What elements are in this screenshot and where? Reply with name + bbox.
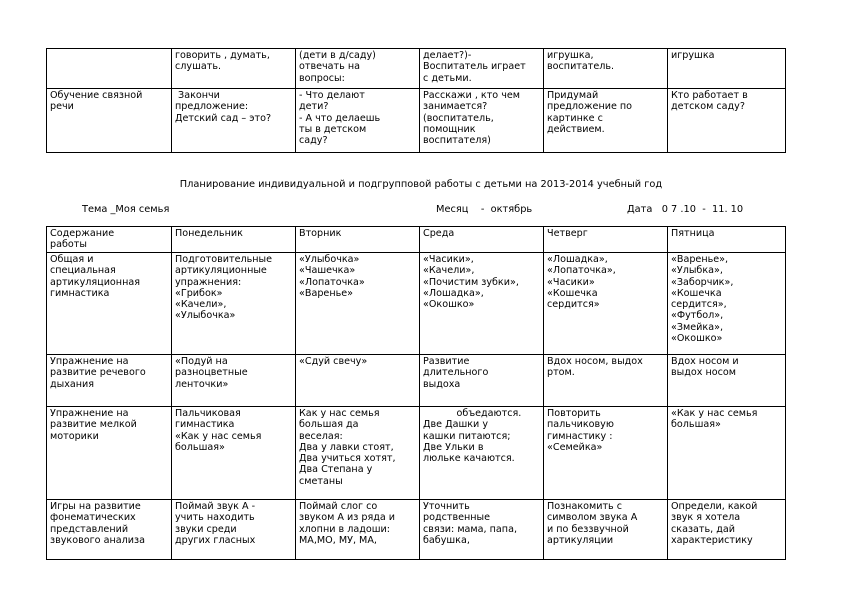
theme-label: Тема _Моя семья <box>82 204 170 215</box>
cell-line: развитие речевого <box>50 367 146 379</box>
cell-line: МА,МО, МУ, МА, <box>299 534 377 546</box>
cell-line: Поймай звук А - <box>175 501 256 512</box>
cell-line: ленточки» <box>175 378 229 390</box>
table-cell <box>544 49 668 89</box>
cell-line: Понедельник <box>175 228 243 239</box>
table-row <box>47 407 786 500</box>
table-cell <box>172 407 296 500</box>
table-cell <box>544 89 668 153</box>
cell-line: «Семейка» <box>547 441 603 453</box>
table-row <box>47 355 786 407</box>
cell-line: «Чашечка» <box>299 265 356 277</box>
plan-title: Планирование индивидуальной и подгрупповой работы с детьми на 2013-2014 учебный год <box>179 179 663 190</box>
cell-line: сердится», <box>671 299 727 311</box>
cell-line: Детский сад – это? <box>175 112 272 124</box>
cell-line: Определи, какой <box>671 501 758 512</box>
table-cell <box>47 253 172 355</box>
cell-line: занимается? <box>423 101 488 113</box>
table-cell <box>296 49 420 89</box>
table-cell <box>668 49 786 89</box>
table-cell <box>668 500 786 560</box>
cell-line: специальная <box>50 265 116 277</box>
cell-line: «Подуй на <box>175 356 228 367</box>
table-cell <box>420 407 544 500</box>
cell-line: люльке качаются. <box>423 453 515 465</box>
table-cell <box>47 355 172 407</box>
table-cell <box>47 407 172 500</box>
cell-line: (воспитатель, <box>423 112 494 124</box>
cell-line: Содержание <box>50 228 115 239</box>
cell-line: объедаются. <box>423 408 522 419</box>
cell-line: игрушка <box>671 50 715 61</box>
cell-line: Вторник <box>299 228 342 239</box>
cell-line: Закончи <box>175 90 220 101</box>
cell-line: выдоха <box>423 378 461 390</box>
cell-line: «Окошко» <box>423 299 475 311</box>
cell-line: «Лопаточка» <box>299 276 365 288</box>
cell-line: «Кошечка <box>671 287 722 299</box>
cell-line: «Улыбка», <box>671 265 723 277</box>
cell-line: Четверг <box>547 228 588 239</box>
cell-line: работы <box>50 239 87 251</box>
continuation-table <box>46 48 786 153</box>
cell-line: «Как у нас семья <box>175 430 262 442</box>
cell-line: Две Ульки в <box>423 441 484 453</box>
cell-line: большая» <box>671 419 721 431</box>
table-cell <box>172 49 296 89</box>
cell-line: «Варенье», <box>671 254 729 265</box>
cell-line: большая» <box>175 441 225 453</box>
cell-line: делает?)- <box>423 50 472 61</box>
cell-line: Кто работает в <box>671 90 748 101</box>
table-cell <box>544 407 668 500</box>
cell-line: упражнения: <box>175 276 242 288</box>
cell-line: «Варенье» <box>299 287 354 299</box>
table-cell <box>544 227 668 253</box>
table-cell <box>47 500 172 560</box>
cell-line: связи: мама, папа, <box>423 523 518 535</box>
table-cell <box>420 355 544 407</box>
cell-line: (дети в д/саду) <box>299 50 376 61</box>
cell-line: Развитие <box>423 356 470 367</box>
cell-line: длительного <box>423 367 489 379</box>
table-cell <box>172 89 296 153</box>
table-cell <box>296 500 420 560</box>
cell-line: - А что делаешь <box>299 112 381 124</box>
cell-line: веселая: <box>299 430 343 442</box>
cell-line: «Грибок» <box>175 287 223 299</box>
cell-line: хлопни в ладоши: <box>299 523 390 535</box>
cell-line: слушать. <box>175 61 222 73</box>
cell-line: Подготовительные <box>175 254 273 265</box>
date-range-label: Дата 0 7 .10 - 11. 10 <box>627 204 744 215</box>
table-cell <box>296 253 420 355</box>
table-cell <box>668 407 786 500</box>
cell-line: разноцветные <box>175 367 248 379</box>
cell-line: предложение: <box>175 101 249 113</box>
cell-line: Среда <box>423 228 455 239</box>
cell-line: воспитатель. <box>547 61 615 73</box>
table-cell <box>420 253 544 355</box>
cell-line: характеристику <box>671 534 753 546</box>
cell-line: Игры на развитие <box>50 501 141 512</box>
cell-line: артикуляционная <box>50 276 140 288</box>
cell-line: других гласных <box>175 534 256 546</box>
cell-line: Два у лавки стоят, <box>299 441 394 453</box>
cell-line: Познакомить с <box>547 501 623 512</box>
cell-line: Упражнение на <box>50 356 129 367</box>
table-cell <box>47 89 172 153</box>
cell-line: Вдох носом, выдох <box>547 356 643 367</box>
table-cell <box>172 500 296 560</box>
table-cell <box>47 49 172 89</box>
table-cell <box>668 253 786 355</box>
cell-line: развитие мелкой <box>50 419 137 431</box>
table-cell <box>296 355 420 407</box>
table-cell <box>172 227 296 253</box>
cell-line: артикуляционные <box>175 265 267 277</box>
table-cell <box>420 500 544 560</box>
cell-line: предложение по <box>547 101 633 113</box>
table-cell <box>420 49 544 89</box>
table-cell <box>420 89 544 153</box>
table-cell <box>544 253 668 355</box>
cell-line: гимнастику : <box>547 430 613 442</box>
cell-line: Пятница <box>671 228 715 239</box>
cell-line: дети? <box>299 101 329 113</box>
table-cell <box>172 253 296 355</box>
cell-line: кашки питаются; <box>423 430 511 442</box>
cell-line: «Как у нас семья <box>671 408 758 419</box>
table-header-row <box>47 227 786 253</box>
cell-line: «Лопаточка», <box>547 265 616 277</box>
cell-line: «Окошко» <box>671 333 723 345</box>
cell-line: отвечать на <box>299 61 361 73</box>
cell-line: символом звука А <box>547 512 638 524</box>
cell-line: - Что делают <box>299 90 365 101</box>
cell-line: ты в детском <box>299 123 367 135</box>
cell-line: звуки среди <box>175 523 237 535</box>
table-row <box>47 500 786 560</box>
cell-line: «Почистим зубки», <box>423 276 519 288</box>
cell-line: воспитателя) <box>423 135 491 147</box>
cell-line: «Сдуй свечу» <box>299 356 368 367</box>
table-cell <box>296 89 420 153</box>
cell-line: «Заборчик», <box>671 276 734 288</box>
cell-line: звуком А из ряда и <box>299 512 396 524</box>
cell-line: «Качели», <box>423 265 475 277</box>
cell-line: бабушка, <box>423 534 470 546</box>
cell-line: «Часики» <box>547 276 595 288</box>
cell-line: «Улыбочка» <box>299 254 360 265</box>
cell-line: говорить , думать, <box>175 50 270 61</box>
table-cell <box>668 89 786 153</box>
cell-line: Воспитатель играет <box>423 61 526 73</box>
weekly-plan-table <box>46 226 786 560</box>
cell-line: Две Дашки у <box>423 419 489 431</box>
table-cell <box>296 407 420 500</box>
cell-line: «Лошадка», <box>423 287 484 299</box>
cell-line: речи <box>50 101 74 113</box>
cell-line: Два Степана у <box>299 464 373 476</box>
cell-line: ртом. <box>547 367 575 379</box>
table-row <box>47 89 786 153</box>
cell-line: звукового анализа <box>50 534 145 546</box>
cell-line: сердится» <box>547 299 600 311</box>
cell-line: Пальчиковая <box>175 408 241 419</box>
cell-line: артикуляции <box>547 534 614 546</box>
cell-line: Два учиться хотят, <box>299 453 396 465</box>
cell-line: саду? <box>299 135 328 147</box>
cell-line: гимнастика <box>50 287 110 299</box>
cell-line: с детьми. <box>423 72 472 84</box>
month-label: Месяц - октябрь <box>436 204 533 215</box>
table-cell <box>420 227 544 253</box>
table-cell <box>172 355 296 407</box>
cell-line: звук я хотела <box>671 512 741 524</box>
cell-line: моторики <box>50 430 99 442</box>
cell-line: пальчиковую <box>547 419 614 431</box>
table-row <box>47 49 786 89</box>
cell-line: родственные <box>423 512 491 524</box>
table-cell <box>544 500 668 560</box>
cell-line: «Змейка», <box>671 321 723 333</box>
cell-line: учить находить <box>175 512 255 524</box>
cell-line: Упражнение на <box>50 408 129 419</box>
cell-line: фонематических <box>50 512 136 524</box>
table-cell <box>668 227 786 253</box>
cell-line: Общая и <box>50 254 94 265</box>
cell-line: вопросы: <box>299 72 345 84</box>
cell-line: дыхания <box>50 378 95 390</box>
cell-line: Поймай слог со <box>299 501 378 512</box>
cell-line: «Кошечка <box>547 287 598 299</box>
cell-line: картинке с <box>547 112 603 124</box>
cell-line: «Качели», <box>175 299 227 311</box>
cell-line: Повторить <box>547 408 601 419</box>
cell-line: «Лошадка», <box>547 254 608 265</box>
table-cell <box>47 227 172 253</box>
cell-line: «Улыбочка» <box>175 310 236 322</box>
cell-line: большая да <box>299 419 359 431</box>
table-cell <box>544 355 668 407</box>
cell-line: выдох носом <box>671 367 736 379</box>
cell-line: детском саду? <box>671 101 745 113</box>
table-row <box>47 253 786 355</box>
cell-line: Обучение связной <box>50 90 143 101</box>
cell-line: Придумай <box>547 90 599 101</box>
cell-line: действием. <box>547 123 605 135</box>
cell-line: сказать, дай <box>671 523 736 535</box>
cell-line: помощник <box>423 123 476 135</box>
cell-line: гимнастика <box>175 419 235 431</box>
cell-line: «Часики», <box>423 254 474 265</box>
table-cell <box>296 227 420 253</box>
cell-line: Расскажи , кто чем <box>423 90 521 101</box>
cell-line: Как у нас семья <box>299 408 380 419</box>
cell-line: Уточнить <box>423 501 470 512</box>
cell-line: и по беззвучной <box>547 523 629 535</box>
cell-line: сметаны <box>299 475 343 487</box>
cell-line: «Футбол», <box>671 310 724 322</box>
cell-line: представлений <box>50 523 129 535</box>
table-cell <box>668 355 786 407</box>
cell-line: Вдох носом и <box>671 356 739 367</box>
cell-line: игрушка, <box>547 50 594 61</box>
